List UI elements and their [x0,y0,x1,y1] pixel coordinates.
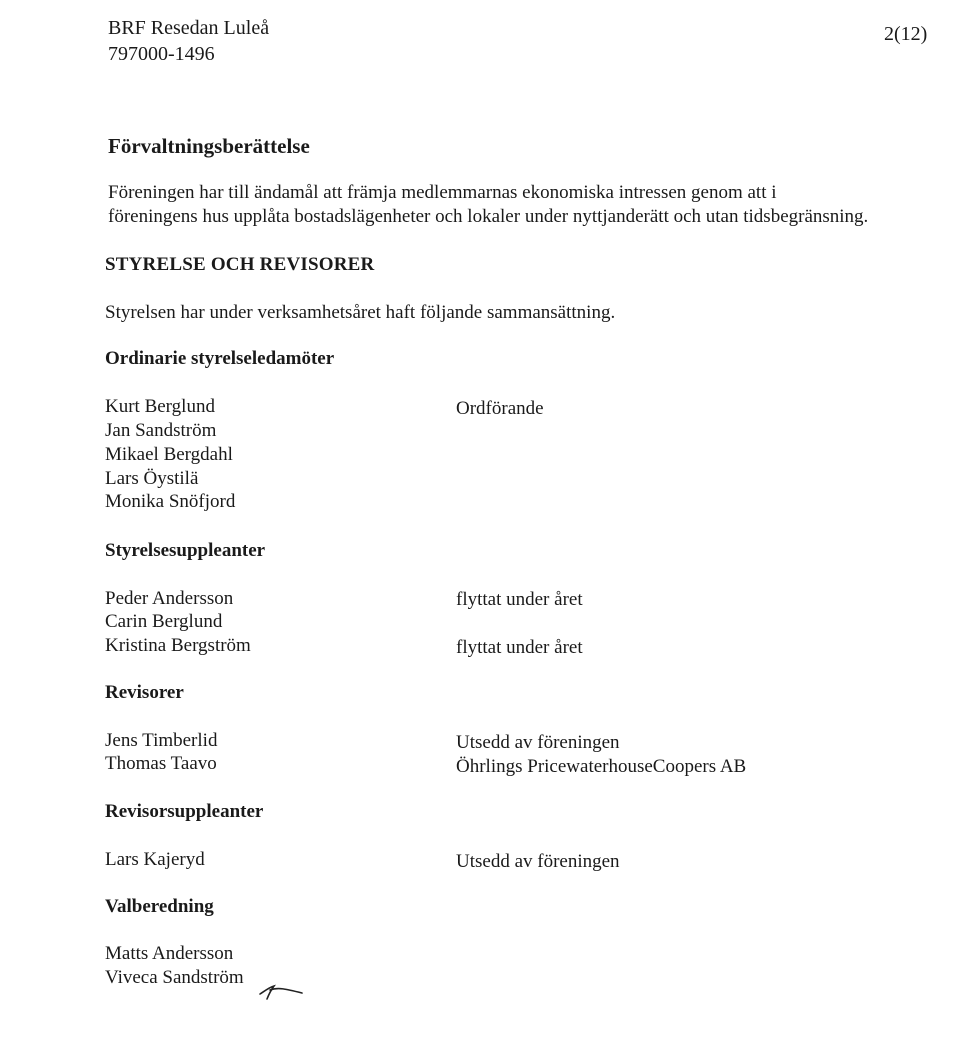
page-title: Förvaltningsberättelse [108,134,310,158]
ordinary-member-role: Ordförande [456,398,544,419]
deputy-note: flyttat under året [456,637,583,658]
nomination-committee-heading: Valberedning [105,896,214,917]
deputy-name: Peder Andersson [105,588,234,609]
ordinary-member-name: Monika Snöfjord [105,491,236,512]
auditor-note: Utsedd av föreningen [456,732,620,753]
auditors-heading: Revisorer [105,682,184,703]
deputies-heading: Styrelsesuppleanter [105,540,266,561]
deputy-note: flyttat under året [456,589,583,610]
page-number: 2(12) [884,23,928,45]
deputy-name: Kristina Bergström [105,635,251,656]
board-section-heading: STYRELSE OCH REVISORER [105,254,375,275]
initials-signature [258,978,304,1002]
org-name: BRF Resedan Luleå [108,17,270,39]
board-section-intro: Styrelsen har under verksamhetsåret haft följande sammansättning. [105,302,616,323]
ordinary-member-name: Lars Öystilä [105,468,199,489]
ordinary-member-name: Kurt Berglund [105,396,215,417]
ordinary-member-name: Jan Sandström [105,420,217,441]
intro-line-1: Föreningen har till ändamål att främja medlemmarnas ekonomiska intressen genom att i [108,182,777,203]
deputy-auditor-name: Lars Kajeryd [105,849,205,870]
ordinary-members-heading: Ordinarie styrelseledamöter [105,348,335,369]
deputy-name: Carin Berglund [105,611,223,632]
nomination-committee-name: Matts Andersson [105,943,234,964]
nomination-committee-name: Viveca Sandström [105,967,244,988]
auditor-name: Thomas Taavo [105,753,217,774]
deputy-auditor-note: Utsedd av föreningen [456,851,620,872]
deputy-auditors-heading: Revisorsuppleanter [105,801,264,822]
ordinary-member-name: Mikael Bergdahl [105,444,233,465]
auditor-note: Öhrlings PricewaterhouseCoopers AB [456,756,747,777]
auditor-name: Jens Timberlid [105,730,218,751]
org-number: 797000-1496 [108,43,215,65]
intro-line-2: föreningens hus upplåta bostadslägenheter och lokaler under nyttjanderätt och utan tidsbegränsning. [108,206,869,227]
